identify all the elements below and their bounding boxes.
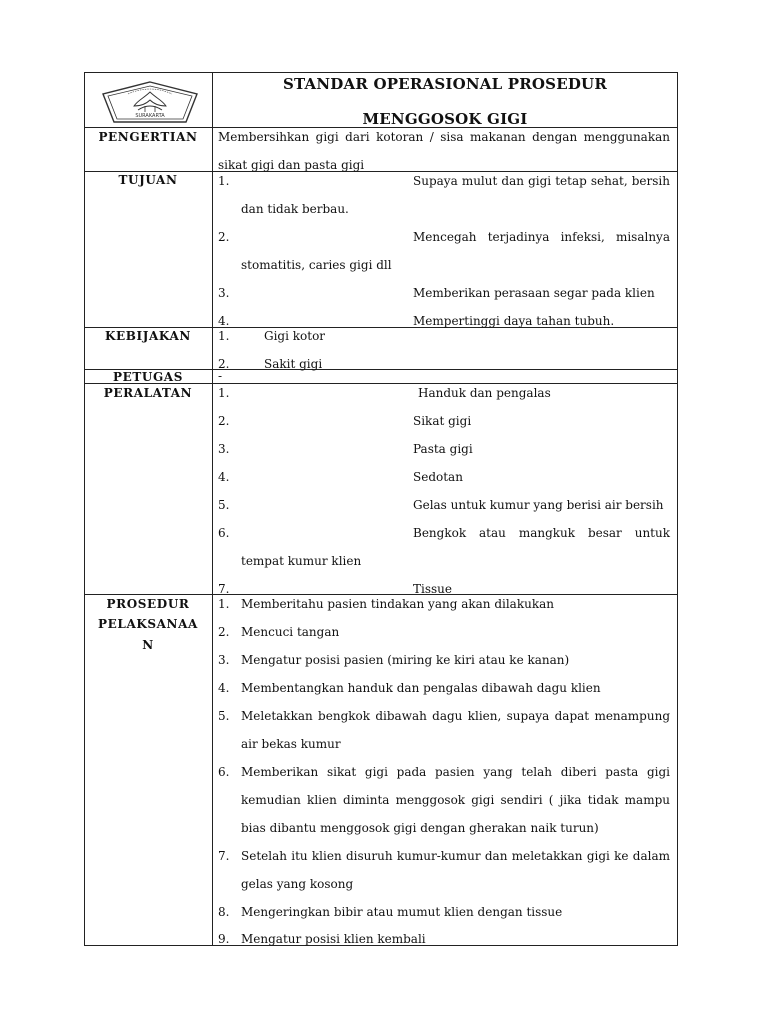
prosedur-item-6-line-2: kemudian klien diminta menggosok gigi sendiri ( jika tidak mampu (241, 793, 670, 807)
tujuan-item-3: Memberikan perasaan segar pada klien (413, 286, 655, 300)
tujuan-num-1: 1. (218, 174, 230, 188)
prosedur-item-1: Memberitahu pasien tindakan yang akan dilakukan (241, 597, 554, 611)
tujuan-num-4: 4. (218, 314, 230, 328)
label-pengertian: PENGERTIAN (98, 130, 198, 144)
label-tujuan: TUJUAN (118, 173, 178, 187)
prosedur-item-2: Mencuci tangan (241, 625, 340, 639)
prosedur-item-9: Mengatur posisi klien kembali (241, 932, 426, 946)
prosedur-num-7: 7. (218, 849, 230, 863)
column-divider (212, 72, 213, 946)
peralatan-item-6-line-2: tempat kumur klien (241, 554, 362, 568)
kebijakan-num-2: 2. (218, 357, 230, 371)
row-divider (84, 594, 678, 595)
peralatan-item-3: Pasta gigi (413, 442, 473, 456)
prosedur-num-5: 5. (218, 709, 230, 723)
hospital-seal-icon (98, 80, 202, 126)
tujuan-item-2-line-2: stomatitis, caries gigi dll (241, 258, 392, 272)
kebijakan-num-1: 1. (218, 329, 230, 343)
prosedur-item-8: Mengeringkan bibir atau mumut klien dengan tissue (241, 905, 563, 919)
prosedur-num-4: 4. (218, 681, 230, 695)
logo-text: SURAKARTA (135, 113, 165, 119)
prosedur-num-2: 2. (218, 625, 230, 639)
peralatan-item-2: Sikat gigi (413, 414, 472, 428)
tujuan-item-2-line-1: Mencegah terjadinya infeksi, misalnya (413, 230, 670, 244)
label-petugas: PETUGAS (113, 370, 183, 384)
peralatan-item-7: Tissue (413, 582, 452, 596)
prosedur-item-7-line-1: Setelah itu klien disuruh kumur-kumur dan meletakkan gigi ke dalam (241, 849, 670, 863)
document-subtitle: MENGGOSOK GIGI (362, 110, 528, 128)
pengertian-line-1: Membersihkan gigi dari kotoran / sisa makanan dengan menggunakan (218, 130, 670, 144)
prosedur-item-5-line-1: Meletakkan bengkok dibawah dagu klien, supaya dapat menampung (241, 709, 670, 723)
row-divider (84, 171, 678, 172)
pengertian-line-2: sikat gigi dan pasta gigi (218, 158, 365, 172)
prosedur-item-5-line-2: air bekas kumur (241, 737, 341, 751)
tujuan-num-2: 2. (218, 230, 230, 244)
prosedur-num-8: 8. (218, 905, 230, 919)
table-left-border (84, 72, 85, 946)
label-prosedur-line-3: N (142, 638, 154, 652)
prosedur-num-1: 1. (218, 597, 230, 611)
peralatan-item-4: Sedotan (413, 470, 463, 484)
document-title: STANDAR OPERASIONAL PROSEDUR (282, 75, 607, 93)
peralatan-item-1: Handuk dan pengalas (418, 386, 551, 400)
peralatan-num-1: 1. (218, 386, 230, 400)
kebijakan-item-1: Gigi kotor (264, 329, 326, 343)
tujuan-item-1-line-1: Supaya mulut dan gigi tetap sehat, bersih (413, 174, 670, 188)
peralatan-item-5: Gelas untuk kumur yang berisi air bersih (413, 498, 664, 512)
peralatan-num-4: 4. (218, 470, 230, 484)
label-kebijakan: KEBIJAKAN (105, 329, 191, 343)
peralatan-num-6: 6. (218, 526, 230, 540)
petugas-value: - (218, 369, 223, 383)
prosedur-num-6: 6. (218, 765, 230, 779)
peralatan-num-3: 3. (218, 442, 230, 456)
kebijakan-item-2: Sakit gigi (264, 357, 323, 371)
tujuan-item-1-line-2: dan tidak berbau. (241, 202, 349, 216)
prosedur-item-7-line-2: gelas yang kosong (241, 877, 354, 891)
prosedur-item-4: Membentangkan handuk dan pengalas dibawah dagu klien (241, 681, 601, 695)
prosedur-item-6-line-1: Memberikan sikat gigi pada pasien yang telah diberi pasta gigi (241, 765, 670, 779)
peralatan-num-2: 2. (218, 414, 230, 428)
peralatan-num-5: 5. (218, 498, 230, 512)
prosedur-num-9: 9. (218, 932, 230, 946)
label-prosedur-line-2: PELAKSANAA (98, 617, 198, 631)
peralatan-item-6-line-1: Bengkok atau mangkuk besar untuk (413, 526, 670, 540)
prosedur-num-3: 3. (218, 653, 230, 667)
label-peralatan: PERALATAN (103, 386, 193, 400)
table-top-border (84, 72, 678, 73)
prosedur-item-3: Mengatur posisi pasien (miring ke kiri atau ke kanan) (241, 653, 570, 667)
peralatan-num-7: 7. (218, 582, 230, 596)
tujuan-item-4: Mempertinggi daya tahan tubuh. (413, 314, 615, 328)
label-prosedur-line-1: PROSEDUR (106, 597, 190, 611)
prosedur-item-6-line-3: bias dibantu menggosok gigi dengan gherakan naik turun) (241, 821, 599, 835)
tujuan-num-3: 3. (218, 286, 230, 300)
